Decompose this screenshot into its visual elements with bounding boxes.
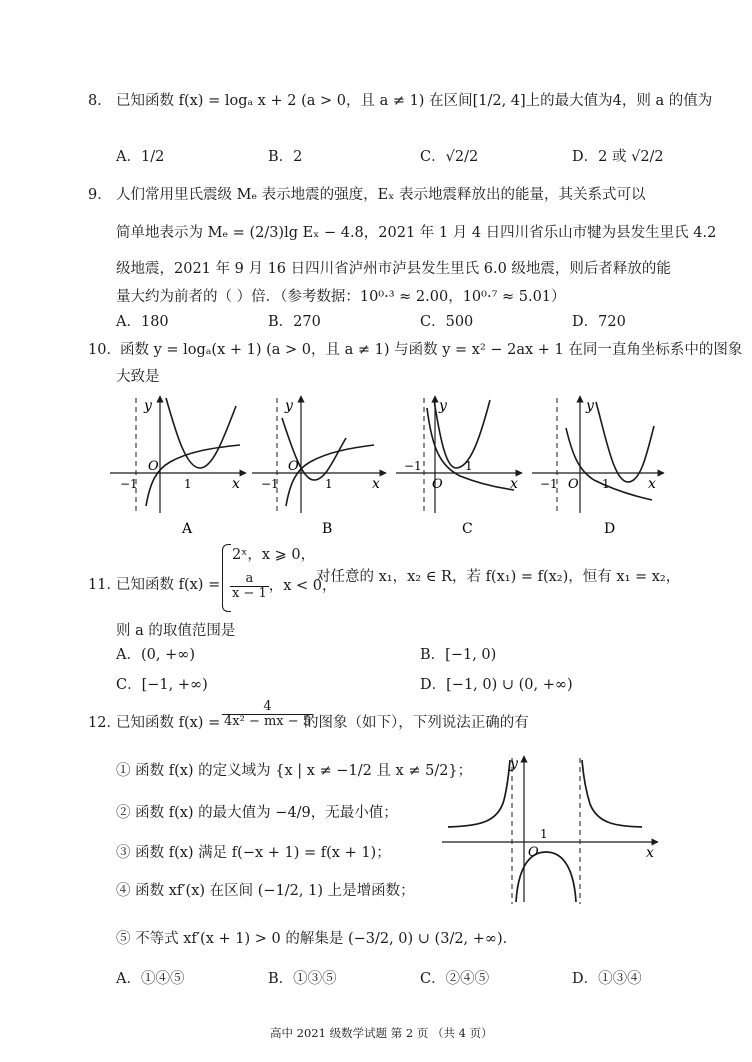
graph-a-origin-label: O [148,459,159,474]
q12-statement-2: ② 函数 f(x) 的最大值为 −4/9，无最小值； [116,805,398,821]
q10-stem-line-2: 大致是 [116,369,160,385]
q9-line-1: 人们常用里氏震级 Mₑ 表示地震的强度，Eₓ 表示地震释放出的能量，其关系式可以 [116,187,646,203]
graph-c-caption: C [462,521,473,537]
q11-line-2: 则 a 的取值范围是 [116,623,236,639]
q9-line-4: 量大约为前者的（ ）倍．（参考数据：10⁰·³ ≈ 2.00，10⁰·⁷ ≈ 5.01） [116,289,566,305]
q9-option-c[interactable]: C．500 [420,314,474,330]
graph-c-one-label: 1 [465,459,473,473]
q11-option-a[interactable]: A．(0, +∞) [116,647,195,663]
graph-b-caption: B [322,521,333,537]
graph-a-one-label: 1 [184,477,192,491]
q8-option-b[interactable]: B．2 [268,149,303,165]
q9-line-3: 级地震，2021 年 9 月 16 日四川省泸州市泸县发生里氏 6.0 级地震，则后者释放的能 [116,261,671,277]
graph-a-y-label: y [144,398,152,414]
q9-line-2: 简单地表示为 Mₑ = (2/3)lg Eₓ − 4.8，2021 年 1 月 4 日四川省乐山市犍为县发生里氏 4.2 [116,225,717,241]
q11-case-2-tail: ，x < 0， [268,578,337,595]
graph-d-one-label: 1 [602,477,610,491]
q12-graph-origin-label: O [528,845,539,860]
q11-option-b[interactable]: B．[−1, 0) [420,647,497,663]
q9-number: 9． [88,187,112,203]
q11-case-2-denominator: x − 1 [232,585,267,601]
q8-option-a[interactable]: A．1/2 [116,149,165,165]
q8-option-c[interactable]: C．√2/2 [420,149,479,165]
q12-statement-1: ① 函数 f(x) 的定义域为 {x | x ≠ −1/2 且 x ≠ 5/2}； [116,763,473,779]
graph-b-x-label: x [372,476,380,492]
graph-c-x-label: x [510,476,518,492]
graph-a-minus-one-label: −1 [120,477,138,491]
q12-statement-3: ③ 函数 f(x) 满足 f(−x + 1) = f(x + 1)； [116,845,391,861]
q8-option-d[interactable]: D．2 或 √2/2 [572,149,664,165]
q12-graph-y-label: y [510,756,518,772]
q10-graphs [0,388,752,548]
q11-condition: 对任意的 x₁，x₂ ∈ R，若 f(x₁) = f(x₂)，恒有 x₁ = x₂， [316,569,681,585]
q11-case-1: 2ˣ，x ⩾ 0， [232,547,316,563]
graph-d-x-label: x [648,476,656,492]
q12-graph-x-label: x [646,845,654,861]
q12-fraction [222,700,313,728]
graph-a[interactable] [110,396,246,537]
graph-c[interactable] [396,396,522,537]
q8-stem: 已知函数 f(x) = logₐ x + 2 (a > 0，且 a ≠ 1) 在区间[1/2, 4]上的最大值为4，则 a 的值为 [116,93,713,109]
graph-d-origin-label: O [568,477,579,492]
q12-number: 12． [88,715,121,731]
q12-graph [440,752,670,912]
q12-statement-4: ④ 函数 xf′(x) 在区间 (−1/2, 1) 上是增函数； [116,883,415,899]
q12-tail: 的图象（如下），下列说法正确的有 [304,715,529,731]
q9-option-b[interactable]: B．270 [268,314,321,330]
q10-stem-line-1: 函数 y = logₐ(x + 1) (a > 0，且 a ≠ 1) 与函数 y = x² − 2ax + 1 在同一直角坐标系中的图象 [120,342,743,358]
q12-lead: 已知函数 f(x) = [116,715,221,731]
page-footer: 高中 2021 级数学试题 第 2 页 （共 4 页） [270,1026,493,1040]
q12-graph-one-label: 1 [540,827,548,841]
graph-c-y-label: y [439,398,447,414]
graph-b[interactable] [252,396,386,537]
graph-a-x-label: x [232,476,240,492]
q11-number: 11． [88,577,121,593]
q12-option-c[interactable]: C．②④⑤ [420,971,490,987]
q11-case-2-numerator: a [230,572,269,587]
graph-a-caption: A [182,521,193,537]
graph-d-caption: D [604,521,616,537]
q10-number: 10． [88,342,121,358]
graph-c-origin-label: O [432,477,443,492]
q8-number: 8． [88,93,112,109]
graph-c-minus-one-label: −1 [404,459,422,473]
q12-statement-5: ⑤ 不等式 xf′(x + 1) > 0 的解集是 (−3/2, 0) ∪ (3/2, +∞)． [116,931,518,947]
graph-b-origin-label: O [288,459,299,474]
graph-d-minus-one-label: −1 [540,477,558,491]
graph-d-y-label: y [586,398,594,414]
graph-b-y-label: y [285,398,293,414]
q9-option-a[interactable]: A．180 [116,314,169,330]
graph-b-one-label: 1 [325,477,333,491]
graph-d[interactable] [532,396,664,537]
q11-lead: 已知函数 f(x) = [116,577,221,593]
q9-option-d[interactable]: D．720 [572,314,626,330]
q11-option-c[interactable]: C．[−1, +∞) [116,677,208,693]
graph-b-minus-one-label: −1 [261,477,279,491]
q12-fraction-numerator: 4 [222,700,313,715]
q12-option-d[interactable]: D．①③④ [572,971,642,987]
q12-option-b[interactable]: B．①③⑤ [268,971,337,987]
q12-fraction-denominator: 4x² − mx − 5 [224,713,312,729]
q11-option-d[interactable]: D．[−1, 0) ∪ (0, +∞) [420,677,573,693]
q12-option-a[interactable]: A．①④⑤ [116,971,185,987]
